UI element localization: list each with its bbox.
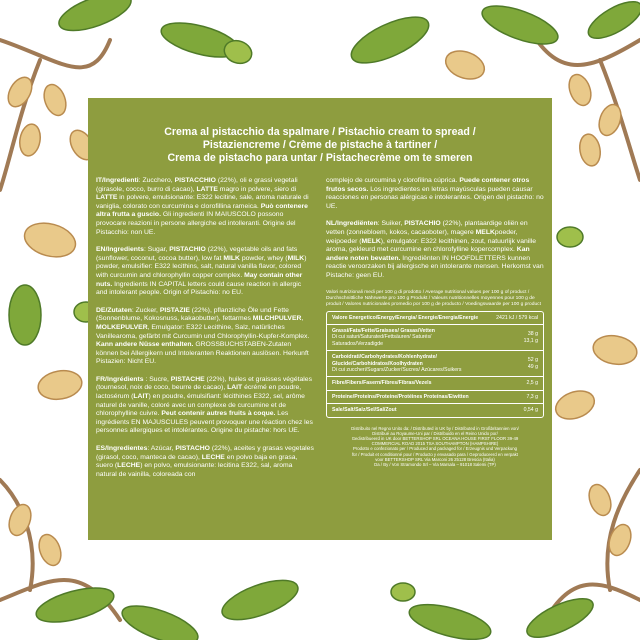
right-text	[326, 177, 544, 281]
nutrition-row: Grassi/Fats/Fette/Graisses/ Grasas/Vetten Di cui saturi/Saturated/Fettsäuren/ Saturés/ Saturados/Verzadigde 38 g 13,1 g	[327, 325, 543, 351]
ingredients-it: IT/Ingredienti: Zucchero, PISTACCHIO (22%), oli e grassi vegetali (girasole, cocco, burro di cacao), LATTE magro in polvere, siero di LATTE in polvere, emulsionante: E322 lecitine, sale, aroma naturale di vaniglia, colorato con curcumina e clorofillina rameica. Può contenere altra frutta a guscio. Gli ingredienti IN MAIUSCOLO possono provocare reazioni in persone allergiche ed intolleranti. Origine del Pistacchio: non UE.	[96, 177, 309, 236]
footer-line: Distribuito nel Regno Unito da: / Distributed in UK by / Distributed in Großbritannien von/	[351, 425, 519, 431]
footer-line: COMMERCIAL ROAD 2015 TSA SOUTHAMPTON (HAMPSHIRE)	[371, 441, 499, 447]
product-title: Crema al pistacchio da spalmare / Pistachio cream to spread / Pistazienc​reme / Crème de pistache à tartiner / Crema de pistacho para untar / Pistachecrème om te smeren	[164, 126, 476, 164]
footer-line: Gedistribueerd in UK door BETTERSHOP SRL OCEANA HOUSE FIRST FLOOR 39-49	[351, 436, 519, 441]
nutrition-table	[326, 311, 544, 418]
ingredients-de: DE/Zutaten: Zucker, PISTAZIE (22%), pflanzliche Öle und Fette (Sonnenblume, Kokosnuss, kakaobutter), fettarmes MILCHPULVER, MOLKEPULVER, Emulgator: E322 Lecithine, Salz, natürliches Vanillearoma, gefärbt mit Curcumin und Chlorophyllin-Kupfer-Komplex. Kann andere Nüsse enthalten. GROSSBUCHSTABEN-Zutaten können bei Allergikern und Intoleranten Reaktionen auslösen. Herkunft Pistazien: Nicht EU.	[96, 306, 310, 366]
footer-line: Da / By / Von Stramondo Srl – Via Marsala – 91018 Salemi (TP)	[374, 462, 496, 468]
ingredients-en: EN/Ingredients: Sugar, PISTACHIO (22%), vegetable oils and fats (sunflower, coconut, cocoa butter), low fat MILK powder, whey (MILK) powder, emulsifier: E322 lecithins, salt, natural vanilla flavor, colored with curcumin and chlorophyllin copper complex. May contain other nuts. Ingredients IN CAPITAL letters could cause reaction in allergic and intolerant people. Origin of Pistachio: no EU.	[96, 246, 307, 297]
nutrition-row: Carboidrati/Carbohydrates/Kohlenhydrate/ Glucide/Carbohidratos/Koolhydraten Di cui zuccheri/Sugars/Zucker/Sucres/ Azúcares/Suikers 52 g 49 g	[327, 351, 543, 377]
ingredients-es-start: ES/Ingredientes: Azúcar, PISTACHO (22%), aceites y grasas vegetales (girasol, coco, manteca de cacao), LECHE en polvo baja en grasa, suero (LECHE) en polvo, emulsionante: lecitina E322, sal, aroma natural de vainilla, coloreada con	[96, 445, 314, 478]
nutrition-row: Sale/Salt/Salz/Sel/Sal/Zout 0,54 g	[332, 407, 538, 414]
nutrition-row: Fibre/Fibers/Fasern/Fibres/Fibras/Vezels 2,5 g	[327, 377, 543, 390]
footer-line: voor BETTERSHOP SRL Via Marconi 26 25128 Brescia (Italia)	[375, 456, 495, 462]
footer-line: für / Produit et conditionné pour / Producto y envasado para / Geproduceerd en verpakt	[351, 451, 518, 457]
left-column	[96, 177, 314, 488]
nutrition-value: 2,5 g	[526, 380, 538, 387]
nutrition-value: 38 g	[527, 331, 538, 338]
footer-line: Distribué au Royaume-Uni par / Distribuido en el Reino Unido por/	[372, 430, 498, 436]
ingredients-fr: FR/Ingrédients : Sucre, PISTACHE (22%), huiles et graisses végétales (tournesol, noix de coco, beurre de cacao), LAIT écrémé en poudre, lactosérum (LAIT) en poudre, émulsifiant: lécithines E322, sel, arôme naturel de vanille, coloré avec un complexe de curcumine et de chlorophylline cuivre. Peut contenir autres fruits à coque. Les ingrédients EN MAJUSCULES peuvent provoquer une réaction chez les personnes allergiques et intolérantes. Origine du pistache: hors UE.	[96, 375, 313, 435]
nutrition-value: 0,54 g	[523, 407, 538, 414]
footer-line: Prodotto e confezionato per / Produced and packaged for / Erzeugnis und Verpackung	[352, 446, 518, 452]
ingredients-panel	[88, 98, 552, 540]
nutrition-value: 13,1 g	[523, 337, 538, 344]
nutrition-value: 52 g	[527, 357, 538, 364]
nutrition-intro: Valori nutrizionali medi per 100 g di prodotto / Average nutritional values per 100 g of product / Durchschnittliche Nährwerte pro 100 g Produkt / Valeurs nutritionnelles moyennes pour 100 g de produit / Valores nutricionales promedio por 100 g de producto / Voedingswaarde per 100 g product	[326, 289, 541, 307]
right-column	[326, 177, 544, 488]
nutrition-value: 49 g	[527, 363, 538, 370]
distributor-footer	[326, 426, 544, 468]
ingredients-nl: NL/Ingrediënten: Suiker, PISTACHIO (22%), plantaardige oliën en vetten (zonnebloem, kokos, cacaoboter), magere MELKpoeder, weipoeder (MELK), emulgator: E322 lecithinen, zout, natuurlijk vanille aroma, gekleurd met curcumine en chlorofylline kopercomplex. Kan andere noten bevatten. Ingrediënten IN HOOFDLETTERS kunnen reactie veroorzaken bij allergische en intolerante mensen. Herkomst van Pistache: geen EU.	[326, 220, 544, 279]
nutrition-value: 2421 kJ / 579 kcal	[496, 314, 538, 321]
ingredients-es-end: complejo de curcumina y clorofilina cúprica. Puede contener otros frutos secos. Los ingredientes en letras mayúsculas pueden causar reacciones en personas alérgicas e intolerantes. Origen del pistacho: no UE.	[326, 177, 544, 210]
nutrition-row: Valore Energetico/Energy/Energia/ Energie/Energia/Energie 2421 kJ / 579 kcal	[327, 312, 543, 325]
nutrition-row: Proteine/Proteins/Proteine/Protéines Proteínas/Eiwitten 7,3 g	[327, 391, 543, 404]
nutrition-value: 7,3 g	[526, 393, 538, 400]
